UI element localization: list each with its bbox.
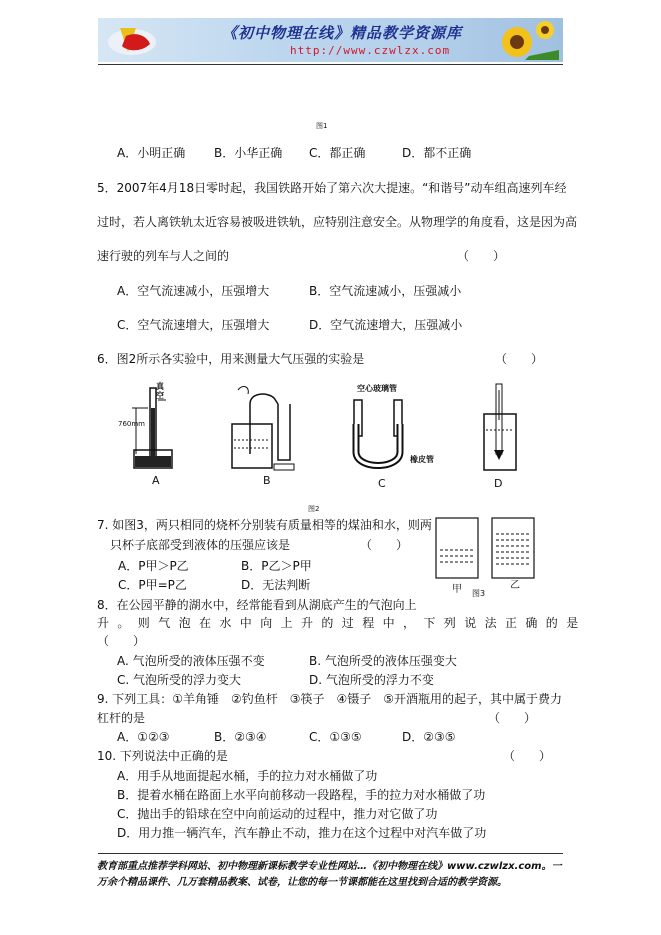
q7-option-a: A．P甲＞P乙 [118,559,189,573]
q4-option-b: B．小华正确 [214,146,283,160]
figure-d-label: D [494,477,503,490]
q7-option-b: B．P乙＞P甲 [241,559,312,573]
q8-option-a: A. 气泡所受的液体压强不变 [117,654,265,668]
q10-option-a: A．用手从地面提起水桶，手的拉力对水桶做了功 [117,769,378,783]
q9-option-d: D．②③⑤ [402,730,456,744]
q8-line-2: 升。则气泡在水中向上升的过程中，下列说法正确的是 [97,616,587,630]
q8-line-3: （ ） [97,634,146,648]
q9-option-c: C．①③⑤ [309,730,362,744]
figure-a-length-label: 760mm [118,420,145,428]
q5-paren: （ ） [457,249,506,263]
q9-option-b: B．②③④ [214,730,267,744]
figure-3-right-label: 乙 [510,580,520,591]
figure-b-manometer [228,384,308,474]
q4-option-a: A．小明正确 [117,146,186,160]
sunflower-icon [489,20,559,60]
q5-option-d: D．空气流速增大，压强减小 [309,318,463,332]
q10-paren: （ ） [503,749,552,763]
figure-3-left-label: 甲 [452,584,462,595]
q7-line-1: 7. 如图3，两只相同的烧杯分别装有质量相等的煤油和水，则两 [97,518,432,532]
q7-paren: （ ） [360,538,409,552]
q4-option-c: C．都正确 [309,146,366,160]
q5-option-b: B．空气流速减小，压强减小 [309,284,462,298]
figure-3-label: 图3 [472,589,486,598]
q8-option-c: C. 气泡所受的浮力变大 [117,673,242,687]
q9-line-2: 杠杆的是 [97,711,146,725]
q7-option-d: D．无法判断 [241,578,311,592]
figure-a-vacuum-label: 真空 [156,382,164,400]
q10-text: 10. 下列说法中正确的是 [97,749,228,763]
q4-option-d: D．都不正确 [402,146,472,160]
q9-line-1: 9. 下列工具：①羊角锤 ②钓鱼杆 ③筷子 ④镊子 ⑤开酒瓶用的起子，其中属于费力 [97,692,563,706]
q5-option-c: C．空气流速增大，压强增大 [117,318,270,332]
header-rule [98,64,563,65]
q4-figure-label: 图1 [316,122,328,130]
figure-c-u-tube [344,394,414,474]
figure-c-side-label: 橡皮管 [410,455,434,464]
banner-title: 《初中物理在线》精品教学资源库 [222,24,463,42]
q6-text: 6．图2所示各实验中，用来测量大气压强的实验是 [97,352,365,366]
q7-option-c: C．P甲=P乙 [118,578,187,592]
q10-option-b: B．提着水桶在路面上水平向前移动一段路程，手的拉力对水桶做了功 [117,788,486,802]
figure-d-beaker [478,380,522,476]
q10-option-c: C．抛出手的铅球在空中向前运动的过程中，推力对它做了功 [117,807,438,821]
q9-paren: （ ） [488,711,537,725]
figure-b-label: B [263,474,271,487]
q7-line-2: 只杯子底部受到液体的压强应该是 [110,538,291,552]
q8-line-1: 8．在公园平静的湖水中，经常能看到从湖底产生的气泡向上 [97,598,417,612]
q5-line-2: 过时，若人离铁轨太近容易被吸进铁轨，应特别注意安全。从物理学的角度看，这是因为高 [97,215,578,229]
header-banner [98,18,563,62]
figure-3-beakers [432,512,542,582]
q8-option-d: D. 气泡所受的浮力不变 [309,673,434,687]
q6-figure-label: 图2 [308,505,320,513]
figure-a-label: A [152,474,160,487]
q10-option-d: D．用力推一辆汽车，汽车静止不动，推力在这个过程中对汽车做了功 [117,826,487,840]
figure-a-torricelli [118,380,188,480]
q9-option-a: A．①②③ [117,730,170,744]
q8-option-b: B. 气泡所受的液体压强变大 [309,654,457,668]
banner-url[interactable]: http://www.czwlzx.com [290,44,451,57]
q5-line-1: 5．2007年4月18日零时起，我国铁路开始了第六次大提速。“和谐号”动车组高速列车经 [97,181,567,195]
figure-c-label: C [378,477,386,490]
q5-line-3: 速行驶的列车与人之间的 [97,249,230,263]
footer-note: 教育部重点推荐学科网站、初中物理新课标教学专业性网站…《初中物理在线》www.czwlzx.com。一万余个精品课件、几万套精品教案、试卷，让您的每一节课都能在这里找到合适的教学资源。 [97,861,562,888]
site-logo-icon [106,22,158,58]
figure-c-top-label: 空心玻璃管 [357,384,397,393]
q6-paren: （ ） [495,352,544,366]
footer-rule [98,853,563,854]
q5-option-a: A．空气流速减小，压强增大 [117,284,270,298]
